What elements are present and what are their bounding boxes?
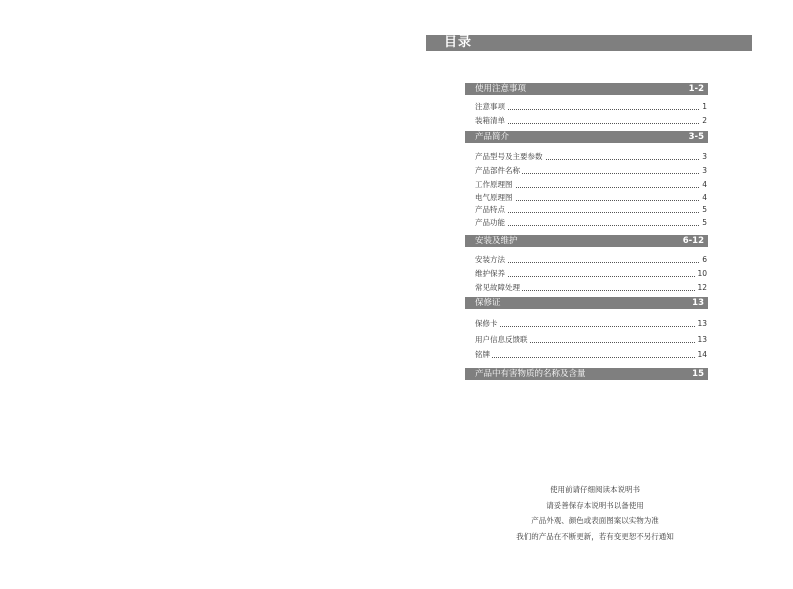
note-line: 我们的产品在不断更新，若有变更恕不另行通知 — [516, 531, 674, 541]
entry-label: 装箱清单 — [475, 116, 505, 125]
entry-label: 维护保养 — [475, 269, 505, 278]
section-title: 使用注意事项 — [475, 84, 527, 94]
section-pages: 13 — [692, 298, 704, 308]
entry-page: 13 — [697, 335, 707, 344]
entry-label: 产品特点 — [475, 205, 505, 214]
entry-page: 2 — [702, 116, 707, 125]
entry-page: 6 — [702, 255, 707, 264]
note-line: 请妥善保存本说明书以备使用 — [546, 500, 644, 510]
dot-leader — [475, 326, 699, 327]
toc-entry[interactable] — [475, 268, 707, 279]
toc-entry[interactable] — [475, 115, 707, 126]
toc-entry[interactable] — [475, 318, 707, 329]
toc-header-bar — [426, 35, 752, 51]
entry-label: 常见故障处理 — [475, 283, 520, 292]
toc-entry[interactable] — [475, 254, 707, 265]
entry-page: 14 — [697, 350, 707, 359]
entry-page: 3 — [702, 166, 707, 175]
dot-leader — [475, 276, 699, 277]
section-header[interactable] — [465, 235, 708, 247]
dot-leader — [475, 262, 699, 263]
dot-leader — [475, 123, 699, 124]
dot-leader — [475, 212, 699, 213]
entry-label: 产品部件名称 — [475, 166, 520, 175]
toc-entry[interactable] — [475, 179, 707, 190]
toc-entry[interactable] — [475, 204, 707, 215]
entry-page: 5 — [702, 205, 707, 214]
entry-page: 1 — [702, 102, 707, 111]
section-pages: 1-2 — [688, 84, 704, 94]
dot-leader — [475, 357, 699, 358]
entry-page: 5 — [702, 218, 707, 227]
entry-label: 保修卡 — [475, 319, 498, 328]
entry-label: 安装方法 — [475, 255, 505, 264]
entry-label: 电气原理图 — [475, 193, 513, 202]
section-header[interactable] — [465, 368, 708, 380]
section-header[interactable] — [465, 297, 708, 309]
entry-label: 注意事项 — [475, 102, 505, 111]
entry-page: 12 — [697, 283, 707, 292]
toc-entry[interactable] — [475, 101, 707, 112]
dot-leader — [475, 225, 699, 226]
entry-page: 4 — [702, 193, 707, 202]
section-title: 安装及维护 — [475, 236, 518, 246]
entry-page: 4 — [702, 180, 707, 189]
section-pages: 3-5 — [688, 132, 704, 142]
section-header[interactable] — [465, 131, 708, 143]
note-line: 产品外观、颜色或表面图案以实物为准 — [531, 516, 659, 525]
entry-label: 铭牌 — [475, 350, 490, 359]
section-header[interactable] — [465, 83, 708, 95]
entry-label: 产品型号及主要参数 — [475, 152, 543, 161]
entry-page: 3 — [702, 152, 707, 161]
section-title: 产品简介 — [475, 132, 510, 142]
section-title: 保修证 — [475, 298, 501, 308]
toc-entry[interactable] — [475, 334, 707, 345]
toc-entry[interactable] — [475, 349, 707, 360]
toc-entry[interactable] — [475, 165, 707, 176]
page-title: 目录 — [444, 35, 473, 50]
usage-notes — [470, 482, 720, 544]
entry-label: 产品功能 — [475, 218, 505, 227]
entry-page: 13 — [697, 319, 707, 328]
section-pages: 15 — [692, 369, 704, 379]
section-title: 产品中有害物质的名称及含量 — [475, 369, 586, 379]
dot-leader — [475, 109, 699, 110]
entry-label: 用户信息反馈联 — [475, 335, 528, 344]
toc-entry[interactable] — [475, 151, 707, 162]
section-pages: 6-12 — [682, 236, 704, 246]
toc-entry[interactable] — [475, 217, 707, 228]
note-line: 使用前请仔细阅读本说明书 — [550, 485, 640, 494]
toc-entry[interactable] — [475, 282, 707, 293]
entry-label: 工作原理图 — [475, 180, 513, 189]
entry-page: 10 — [697, 269, 707, 278]
toc-entry[interactable] — [475, 192, 707, 203]
